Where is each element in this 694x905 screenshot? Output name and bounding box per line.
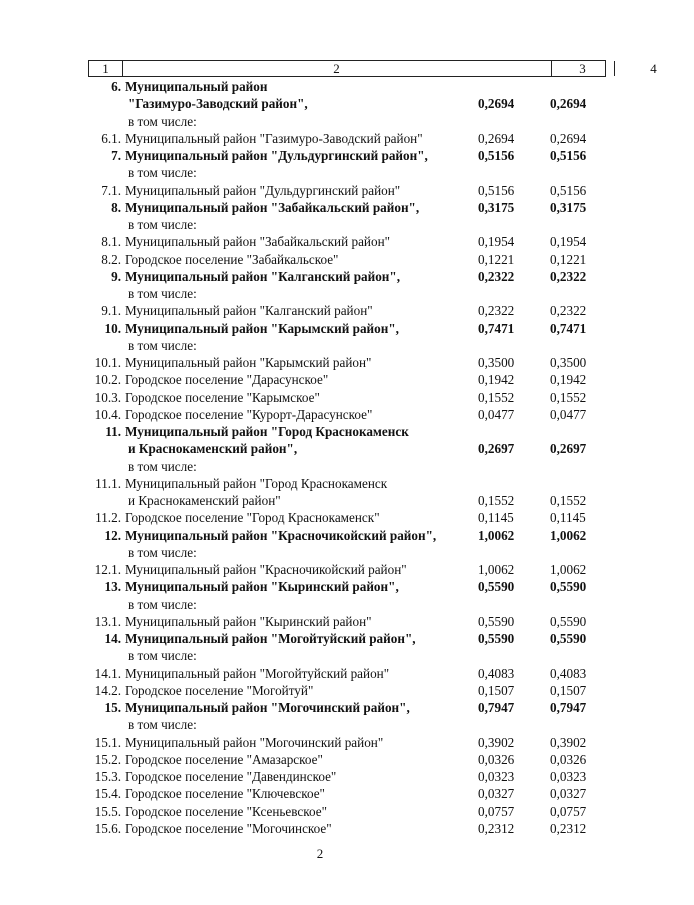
row-value-col4: 0,0327 [550, 786, 587, 802]
row-name: Городское поселение "Могочинское" [125, 820, 332, 836]
row-number: 12.1. [94, 562, 121, 577]
row-value-col3: 0,1954 [478, 234, 515, 250]
row-value-col4: 0,1942 [550, 372, 587, 388]
table-row [0, 130, 640, 147]
row-name: и Краснокаменский район" [128, 493, 281, 508]
table-row [0, 544, 640, 561]
table-row [0, 785, 640, 802]
row-name: в том числе: [128, 113, 197, 129]
row-value-col4: 0,7947 [550, 700, 587, 715]
row-number: 6.1. [101, 130, 121, 146]
row-name: Городское поселение "Давендинское" [125, 769, 337, 784]
row-value-col3: 0,0326 [478, 751, 515, 767]
table-row [0, 527, 640, 544]
row-value-col3: 0,2697 [478, 441, 515, 457]
row-name: Муниципальный район "Город Краснокаменск [125, 424, 409, 439]
table-row [0, 716, 640, 733]
header-col-2: 2 [122, 61, 552, 76]
row-number: 9.1. [101, 303, 121, 319]
row-number: 14.1. [94, 665, 121, 681]
table-row [0, 596, 640, 613]
row-value-col4: 0,5590 [550, 579, 587, 595]
row-value-col4: 0,0326 [550, 751, 587, 767]
row-name: Муниципальный район "Могочинский район", [125, 700, 410, 715]
row-value-col3: 0,0323 [478, 769, 515, 784]
row-number: 14. [104, 631, 121, 646]
row-name: Городское поселение "Карымское" [125, 389, 320, 405]
row-name: Муниципальный район "Красночикойский район" [125, 562, 407, 577]
row-value-col3: 0,5590 [478, 613, 515, 629]
row-value-col3: 0,3902 [478, 734, 515, 750]
row-number: 12. [104, 527, 121, 543]
header-col-4: 4 [650, 61, 657, 76]
table-row [0, 182, 640, 199]
row-value-col3: 1,0062 [478, 562, 515, 577]
row-name: в том числе: [128, 648, 197, 664]
row-value-col4: 0,1145 [550, 510, 586, 526]
row-value-col3: 0,5590 [478, 579, 515, 595]
row-name: в том числе: [128, 165, 197, 181]
row-value-col4: 0,1954 [550, 234, 587, 250]
row-name: Муниципальный район "Газимуро-Заводский район" [125, 130, 423, 146]
row-number: 15.1. [94, 734, 121, 750]
row-number: 14.2. [94, 682, 121, 698]
row-number: 15.6. [94, 820, 121, 836]
row-value-col3: 0,1552 [478, 493, 515, 508]
row-name: в том числе: [128, 596, 197, 612]
header-col-3: 3 [551, 61, 615, 76]
row-value-col4: 0,5156 [550, 182, 587, 198]
row-name: Городское поселение "Дарасунское" [125, 372, 329, 388]
row-value-col4: 0,7471 [550, 320, 587, 336]
row-value-col4: 0,5156 [550, 148, 587, 163]
row-name: Муниципальный район [125, 79, 268, 94]
row-value-col4: 0,0757 [550, 803, 587, 819]
row-value-col3: 0,2312 [478, 820, 515, 836]
row-value-col3: 0,0327 [478, 786, 515, 802]
table-row [0, 320, 640, 337]
row-value-col3: 0,4083 [478, 665, 515, 681]
table-row [0, 509, 640, 526]
table-row [0, 147, 640, 164]
row-name: Муниципальный район "Город Краснокаменск [125, 475, 388, 491]
row-number: 10.2. [94, 372, 121, 388]
row-number: 8.1. [101, 234, 121, 250]
row-value-col3: 0,2694 [478, 130, 515, 146]
row-name: Муниципальный район "Забайкальский район" [125, 234, 391, 250]
row-value-col4: 0,0323 [550, 769, 587, 784]
row-number: 8. [111, 199, 121, 215]
row-number: 10.3. [94, 389, 121, 405]
row-number: 11. [105, 424, 121, 439]
row-name: Городское поселение "Амазарское" [125, 751, 323, 767]
table-row [0, 337, 640, 354]
row-value-col3: 0,5156 [478, 148, 515, 163]
table-row [0, 578, 640, 595]
row-name: Городское поселение "Город Краснокаменск" [125, 510, 380, 526]
row-value-col3: 0,1145 [478, 510, 514, 526]
table-row [0, 371, 640, 388]
row-name: Муниципальный район "Забайкальский район", [125, 199, 420, 215]
table-row [0, 458, 640, 475]
row-name: Муниципальный район "Дульдургинский район" [125, 182, 401, 198]
page-number: 2 [316, 846, 324, 861]
table-row [0, 354, 640, 371]
row-name: в том числе: [128, 286, 197, 301]
row-number: 15.5. [94, 803, 121, 819]
table-row [0, 233, 640, 250]
row-number: 10.4. [94, 406, 121, 422]
row-name: Городское поселение "Забайкальское" [125, 251, 339, 267]
row-value-col3: 1,0062 [478, 527, 515, 543]
row-value-col3: 0,3500 [478, 355, 515, 370]
table-row [0, 475, 640, 492]
table-row [0, 423, 640, 440]
row-number: 13.1. [94, 613, 121, 629]
table-row [0, 268, 640, 285]
table-row [0, 699, 640, 716]
table-row [0, 199, 640, 216]
row-name: в том числе: [128, 337, 197, 353]
row-name: Муниципальный район "Карымский район" [125, 355, 372, 370]
table-row [0, 95, 640, 112]
row-value-col3: 0,7471 [478, 320, 515, 336]
table-row [0, 734, 640, 751]
header-col-1: 1 [89, 61, 123, 76]
row-name: в том числе: [128, 544, 197, 560]
row-name: Муниципальный район "Кыринский район", [125, 579, 399, 595]
row-value-col3: 0,2694 [478, 96, 515, 112]
row-value-col3: 0,3175 [478, 199, 515, 215]
row-name: Муниципальный район "Карымский район", [125, 320, 399, 336]
table-row [0, 285, 640, 302]
row-value-col3: 0,1507 [478, 682, 515, 698]
row-name: Муниципальный район "Красночикойский район", [125, 527, 437, 543]
row-number: 10. [104, 320, 121, 336]
row-name: в том числе: [128, 217, 197, 232]
row-name: Городское поселение "Ключевское" [125, 786, 325, 802]
row-value-col3: 0,5156 [478, 182, 515, 198]
row-value-col3: 0,1221 [478, 251, 515, 267]
table-row [0, 406, 640, 423]
row-name: Городское поселение "Курорт-Дарасунское" [125, 406, 373, 422]
row-number: 11.2. [95, 510, 121, 526]
row-number: 7.1. [101, 182, 121, 198]
table-row [0, 389, 640, 406]
row-name: Муниципальный район "Могойтуйский район" [125, 665, 390, 681]
row-value-col4: 0,0477 [550, 406, 587, 422]
table-row [0, 78, 640, 95]
row-value-col3: 0,0757 [478, 803, 515, 819]
row-value-col3: 0,5590 [478, 631, 515, 646]
table-row [0, 113, 640, 130]
row-name: Муниципальный район "Могочинский район" [125, 734, 384, 750]
row-name: Муниципальный район "Дульдургинский район", [125, 148, 428, 163]
row-value-col4: 0,1221 [550, 251, 587, 267]
row-name: Городское поселение "Ксеньевское" [125, 803, 327, 819]
table-row [0, 613, 640, 630]
table-row [0, 803, 640, 820]
row-number: 11.1. [95, 475, 121, 491]
row-value-col3: 0,2322 [478, 268, 515, 284]
row-name: "Газимуро-Заводский район", [128, 96, 308, 112]
row-value-col3: 0,2322 [478, 303, 515, 319]
row-name: Муниципальный район "Кыринский район" [125, 613, 372, 629]
table-row [0, 164, 640, 181]
row-value-col3: 0,7947 [478, 700, 515, 715]
table-row [0, 820, 640, 837]
row-number: 15.3. [94, 769, 121, 784]
row-name: и Краснокаменский район", [128, 441, 298, 457]
row-value-col4: 1,0062 [550, 527, 587, 543]
row-value-col4: 0,2322 [550, 303, 587, 319]
row-name: Муниципальный район "Калганский район", [125, 268, 401, 284]
row-number: 8.2. [101, 251, 121, 267]
row-value-col4: 1,0062 [550, 562, 587, 577]
row-value-col4: 0,4083 [550, 665, 587, 681]
row-value-col4: 0,2694 [550, 130, 587, 146]
row-name: в том числе: [128, 458, 197, 474]
row-number: 13. [104, 579, 121, 595]
table-row [0, 561, 640, 578]
row-value-col4: 0,2312 [550, 820, 587, 836]
table-row [0, 647, 640, 664]
row-value-col4: 0,5590 [550, 631, 587, 646]
row-name: Муниципальный район "Могойтуйский район", [125, 631, 416, 646]
row-value-col4: 0,3500 [550, 355, 587, 370]
table-row [0, 492, 640, 509]
row-number: 15. [104, 700, 121, 715]
row-value-col4: 0,3902 [550, 734, 587, 750]
table-row [0, 302, 640, 319]
row-value-col4: 0,2694 [550, 96, 587, 112]
table-row [0, 251, 640, 268]
table-header [88, 60, 657, 77]
row-number: 15.4. [94, 786, 121, 802]
row-value-col3: 0,1942 [478, 372, 515, 388]
row-value-col4: 0,1507 [550, 682, 587, 698]
table-row [0, 751, 640, 768]
row-number: 9. [111, 268, 121, 284]
row-name: Муниципальный район "Калганский район" [125, 303, 373, 319]
row-number: 15.2. [94, 751, 121, 767]
row-value-col4: 0,3175 [550, 199, 587, 215]
row-name: в том числе: [128, 717, 197, 733]
row-value-col3: 0,0477 [478, 406, 515, 422]
row-number: 6. [111, 79, 121, 94]
table-row [0, 665, 640, 682]
row-value-col3: 0,1552 [478, 389, 515, 405]
row-value-col4: 0,5590 [550, 613, 587, 629]
table-row [0, 440, 640, 457]
table-row [0, 768, 640, 785]
table-row [0, 682, 640, 699]
row-name: Городское поселение "Могойтуй" [125, 682, 314, 698]
row-value-col4: 0,1552 [550, 493, 587, 508]
row-value-col4: 0,2322 [550, 268, 587, 284]
row-number: 7. [111, 148, 121, 163]
table-row [0, 630, 640, 647]
row-value-col4: 0,1552 [550, 389, 587, 405]
table-row [0, 216, 640, 233]
row-value-col4: 0,2697 [550, 441, 587, 457]
row-number: 10.1. [94, 355, 121, 370]
